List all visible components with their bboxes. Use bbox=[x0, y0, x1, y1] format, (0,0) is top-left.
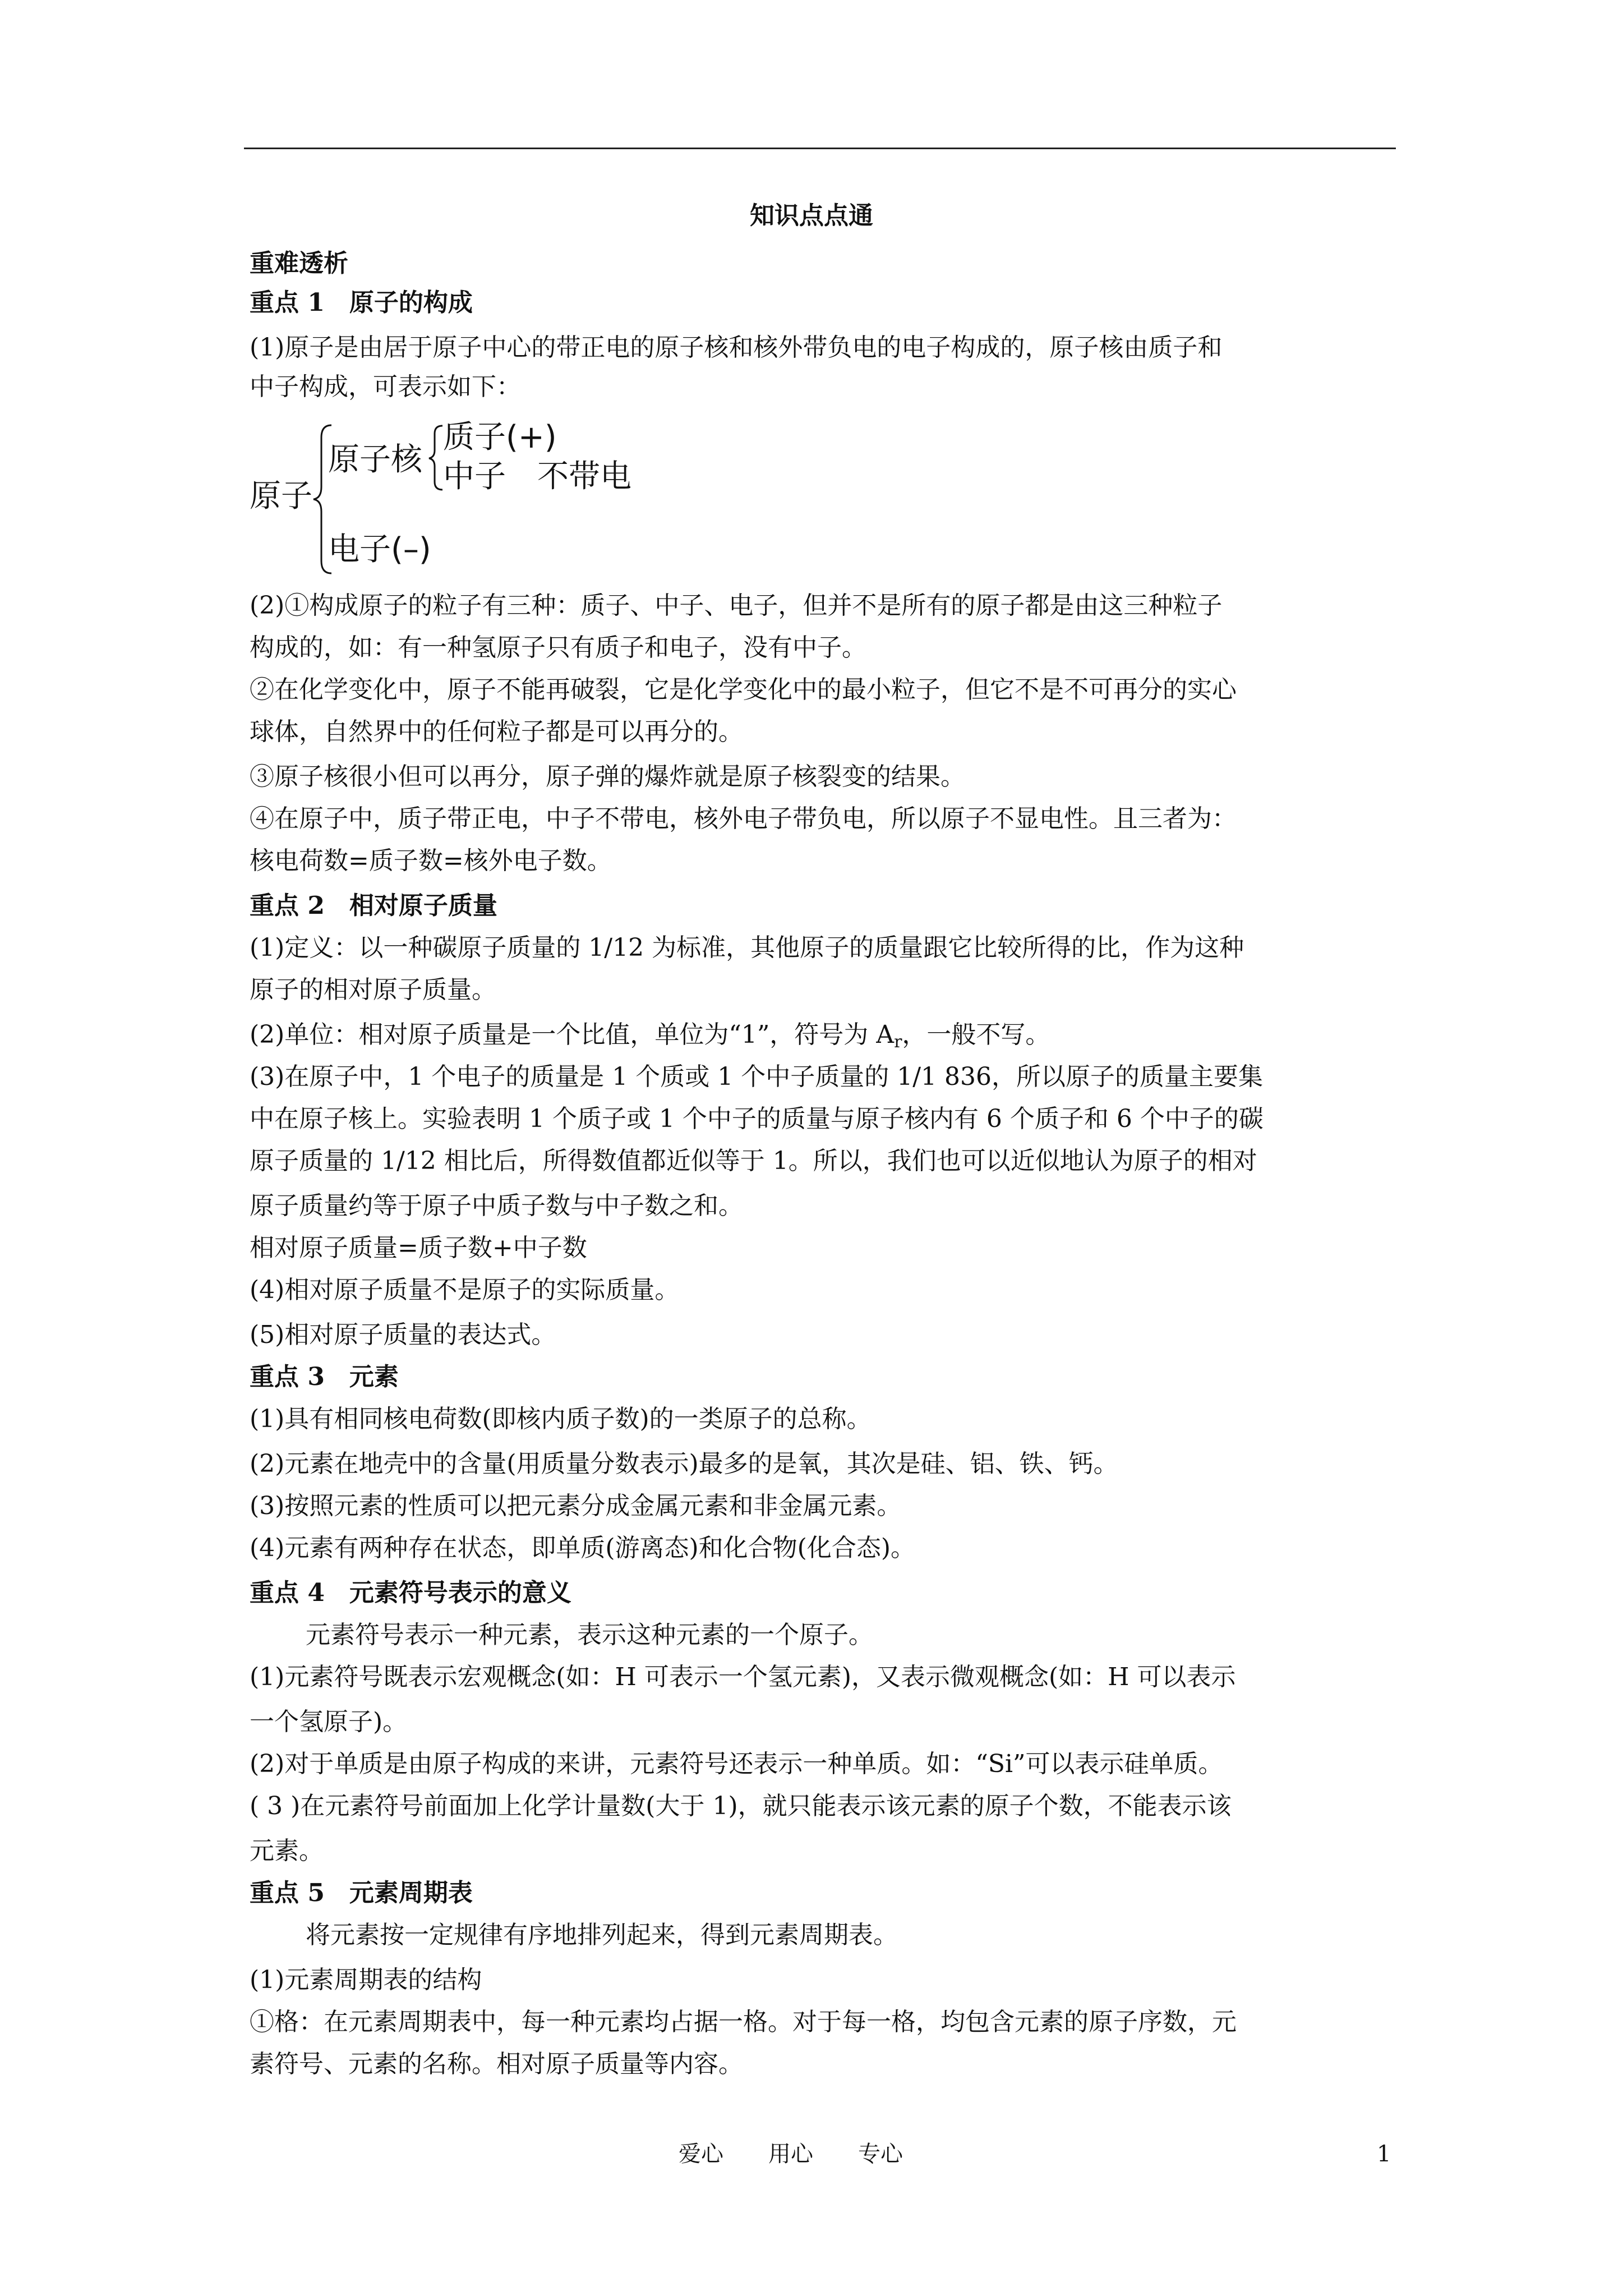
line-text: ①格：在元素周期表中，每一种元素均占据一格。对于每一格，均包含元素的原子序数，元 bbox=[250, 2008, 1237, 2036]
text-line bbox=[250, 1189, 1399, 1223]
text-line bbox=[250, 1705, 1399, 1739]
section-heading bbox=[250, 1876, 1399, 1910]
line-text: 元素符号表示一种元素，表示这种元素的一个原子。 bbox=[306, 1621, 873, 1649]
text-line bbox=[250, 1231, 1399, 1265]
header-rule bbox=[244, 148, 1396, 149]
diagram-nucleus: 原子核 bbox=[328, 441, 422, 478]
atom-structure-diagram bbox=[250, 421, 754, 578]
text-line bbox=[250, 1489, 1399, 1523]
line-text: 中子构成，可表示如下： bbox=[250, 372, 521, 401]
line-text: (1)定义：以一种碳原子质量的 1/12 为标准，其他原子的质量跟它比较所得的比，作为这种 bbox=[250, 933, 1244, 962]
text-line bbox=[250, 1660, 1399, 1694]
line-text: 重点 5 元素周期表 bbox=[250, 1879, 473, 1907]
text-line bbox=[250, 1834, 1399, 1868]
line-text: 重点 4 元素符号表示的意义 bbox=[250, 1579, 571, 1607]
line-text: 元素。 bbox=[250, 1837, 324, 1865]
line-text: 重点 1 原子的构成 bbox=[250, 288, 473, 317]
text-line bbox=[250, 1747, 1399, 1781]
diagram-electron: 电子(–) bbox=[328, 531, 431, 568]
page-title: 知识点点通 bbox=[750, 201, 873, 230]
line-text: (3)按照元素的性质可以把元素分成金属元素和非金属元素。 bbox=[250, 1492, 902, 1520]
subscript: r bbox=[894, 1032, 902, 1052]
text-line bbox=[250, 931, 1399, 965]
line-text: 构成的，如：有一种氢原子只有质子和电子，没有中子。 bbox=[250, 633, 866, 662]
line-text: 相对原子质量=质子数+中子数 bbox=[250, 1234, 587, 1262]
line-text: (2)对于单质是由原子构成的来讲，元素符号还表示一种单质。如：“Si”可以表示硅单质。 bbox=[250, 1750, 1223, 1778]
text-line bbox=[250, 1060, 1399, 1094]
section-heading bbox=[250, 286, 1399, 320]
text-line bbox=[250, 973, 1399, 1007]
line-text: (5)相对原子质量的表达式。 bbox=[250, 1320, 556, 1349]
diagram-proton: 质子(+) bbox=[443, 419, 557, 455]
nucleus-brace-icon bbox=[428, 424, 445, 491]
line-text: ④在原子中，质子带正电，中子不带电，核外电子带负电，所以原子不显电性。且三者为： bbox=[250, 804, 1237, 833]
text-line bbox=[250, 1447, 1399, 1481]
text-line bbox=[250, 673, 1399, 707]
line-text: (2)①构成原子的粒子有三种：质子、中子、电子，但并不是所有的原子都是由这三种粒子 bbox=[250, 591, 1223, 620]
line-text: ②在化学变化中，原子不能再破裂，它是化学变化中的最小粒子，但它不是不可再分的实心 bbox=[250, 675, 1237, 704]
section-heading bbox=[250, 247, 1399, 280]
line-text: 素符号、元素的名称。相对原子质量等内容。 bbox=[250, 2050, 743, 2078]
text-line bbox=[250, 370, 1399, 404]
section-heading bbox=[250, 889, 1399, 923]
text-line bbox=[250, 331, 1399, 365]
line-text: 球体，自然界中的任何粒子都是可以再分的。 bbox=[250, 717, 743, 746]
text-line bbox=[250, 802, 1399, 836]
line-text: 一个氢原子)。 bbox=[250, 1708, 408, 1736]
page-number: 1 bbox=[1377, 2141, 1391, 2167]
diagram-atom: 原子 bbox=[250, 478, 312, 514]
text-line bbox=[250, 715, 1399, 749]
text-line bbox=[250, 1789, 1399, 1823]
line-text: ( 3 )在元素符号前面加上化学计量数(大于 1)，就只能表示该元素的原子个数，不能表示该 bbox=[250, 1792, 1232, 1820]
line-text: (4)相对原子质量不是原子的实际质量。 bbox=[250, 1276, 680, 1304]
text-line bbox=[250, 1963, 1399, 1997]
text-line bbox=[250, 2005, 1399, 2039]
line-text: 重难透析 bbox=[250, 249, 348, 278]
diagram-neutron: 中子 不带电 bbox=[443, 458, 631, 495]
text-line bbox=[250, 589, 1399, 623]
text-line bbox=[250, 2047, 1399, 2081]
line-text: (1)原子是由居于原子中心的带正电的原子核和核外带负电的电子构成的，原子核由质子和 bbox=[250, 333, 1223, 362]
line-text: 原子质量的 1/12 相比后，所得数值都近似等于 1。所以，我们也可以近似地认为原子的相对 bbox=[250, 1147, 1257, 1175]
text-line bbox=[250, 1102, 1399, 1136]
line-text: (1)元素符号既表示宏观概念(如：H 可表示一个氢元素)，又表示微观概念(如：H 可以表示 bbox=[250, 1663, 1236, 1691]
text-line bbox=[250, 1402, 1399, 1436]
line-text: (2)单位：相对原子质量是一个比值，单位为“1”，符号为 A bbox=[250, 1020, 895, 1049]
text-line bbox=[250, 1273, 1399, 1307]
line-text: 重点 2 相对原子质量 bbox=[250, 891, 497, 920]
line-text: 将元素按一定规律有序地排列起来，得到元素周期表。 bbox=[306, 1921, 898, 1949]
line-text: 原子的相对原子质量。 bbox=[250, 976, 496, 1004]
text-line bbox=[306, 1918, 1455, 1952]
text-line bbox=[250, 1144, 1399, 1178]
line-text: (2)元素在地壳中的含量(用质量分数表示)最多的是氧，其次是硅、铝、铁、钙。 bbox=[250, 1450, 1118, 1478]
line-text: (4)元素有两种存在状态，即单质(游离态)和化合物(化合态)。 bbox=[250, 1534, 915, 1562]
line-text: (1)具有相同核电荷数(即核内质子数)的一类原子的总称。 bbox=[250, 1405, 872, 1433]
line-text: 原子质量约等于原子中质子数与中子数之和。 bbox=[250, 1191, 743, 1220]
line-text: (3)在原子中，1 个电子的质量是 1 个质或 1 个中子质量的 1/1 836，所以原子的质量主要集 bbox=[250, 1062, 1264, 1091]
line-text: 中在原子核上。实验表明 1 个质子或 1 个中子的质量与原子核内有 6 个质子和 6 个中子的碳 bbox=[250, 1105, 1264, 1133]
text-line bbox=[250, 844, 1399, 878]
section-heading bbox=[250, 1360, 1399, 1394]
text-line bbox=[250, 1018, 1399, 1059]
line-text: (1)元素周期表的结构 bbox=[250, 1966, 482, 1994]
line-text: 核电荷数=质子数=核外电子数。 bbox=[250, 846, 612, 875]
text-line bbox=[250, 1318, 1399, 1352]
footer-motto: 爱心 用心 专心 bbox=[679, 2141, 903, 2167]
text-line bbox=[250, 631, 1399, 665]
line-text: ③原子核很小但可以再分，原子弹的爆炸就是原子核裂变的结果。 bbox=[250, 762, 965, 791]
section-heading bbox=[250, 1576, 1399, 1610]
line-text-suffix: ，一般不写。 bbox=[902, 1020, 1050, 1049]
text-line bbox=[306, 1618, 1455, 1652]
text-line bbox=[250, 760, 1399, 794]
line-text: 重点 3 元素 bbox=[250, 1363, 399, 1391]
text-line bbox=[250, 1531, 1399, 1565]
